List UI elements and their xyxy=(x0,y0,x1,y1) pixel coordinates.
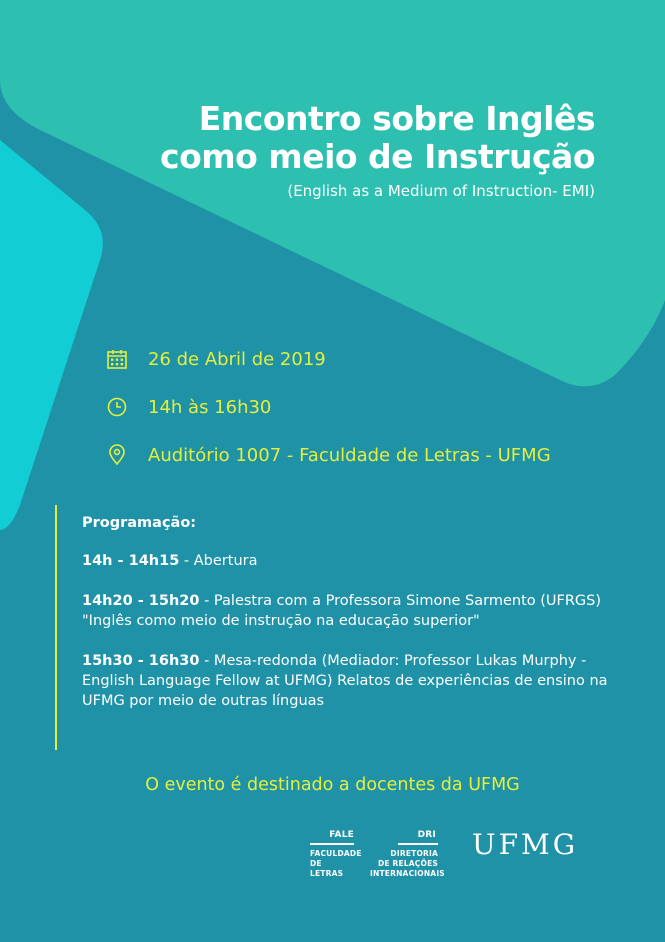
event-date: 26 de Abril de 2019 xyxy=(148,349,326,370)
program-item-description: - Mesa-redonda (Mediador: Professor Lukas Murphy - English Language Fellow at UFMG) Relatos de experiências de ensino na UFMG por meio de outras línguas xyxy=(82,653,608,709)
program-item xyxy=(82,651,622,711)
dri-logo xyxy=(370,830,445,879)
audience-note: O evento é destinado a docentes da UFMG xyxy=(145,775,520,795)
title-line-2: como meio de Instrução xyxy=(160,137,595,176)
program-item-time: 14h - 14h15 xyxy=(82,553,180,569)
fale-logo-line-2: DE LETRAS xyxy=(310,859,344,878)
event-title xyxy=(160,100,595,176)
location-pin-icon xyxy=(106,444,128,466)
fale-logo-title: FALE xyxy=(329,830,354,840)
program-item-time: 14h20 - 15h20 xyxy=(82,593,200,609)
program-heading: Programação: xyxy=(82,515,197,531)
event-location: Auditório 1007 - Faculdade de Letras - UFMG xyxy=(148,445,551,466)
program-item xyxy=(82,591,622,631)
program-section xyxy=(55,505,617,750)
program-item-description: - Palestra com a Professora Simone Sarmento (UFRGS) "Inglês como meio de instrução na educação superior" xyxy=(82,593,602,629)
fale-logo-bar xyxy=(310,843,354,845)
dri-logo-line-1: DIRETORIA xyxy=(390,849,438,858)
ufmg-logo: UFMG xyxy=(472,828,579,861)
dri-logo-line-3: INTERNACIONAIS xyxy=(370,869,445,878)
dri-logo-title: DRI xyxy=(417,830,436,840)
dri-logo-bar xyxy=(398,843,438,845)
fale-logo-line-1: FACULDADE xyxy=(310,849,362,858)
calendar-icon xyxy=(106,348,128,370)
event-subtitle: (English as a Medium of Instruction- EMI) xyxy=(287,182,595,200)
clock-icon xyxy=(106,396,128,418)
program-item-description: - Abertura xyxy=(179,553,258,569)
program-item-time: 15h30 - 16h30 xyxy=(82,653,200,669)
dri-logo-line-2: DE RELAÇÕES xyxy=(377,859,438,868)
program-item xyxy=(82,551,622,571)
fale-logo xyxy=(310,830,362,879)
event-time: 14h às 16h30 xyxy=(148,397,272,418)
title-line-1: Encontro sobre Inglês xyxy=(198,99,595,138)
